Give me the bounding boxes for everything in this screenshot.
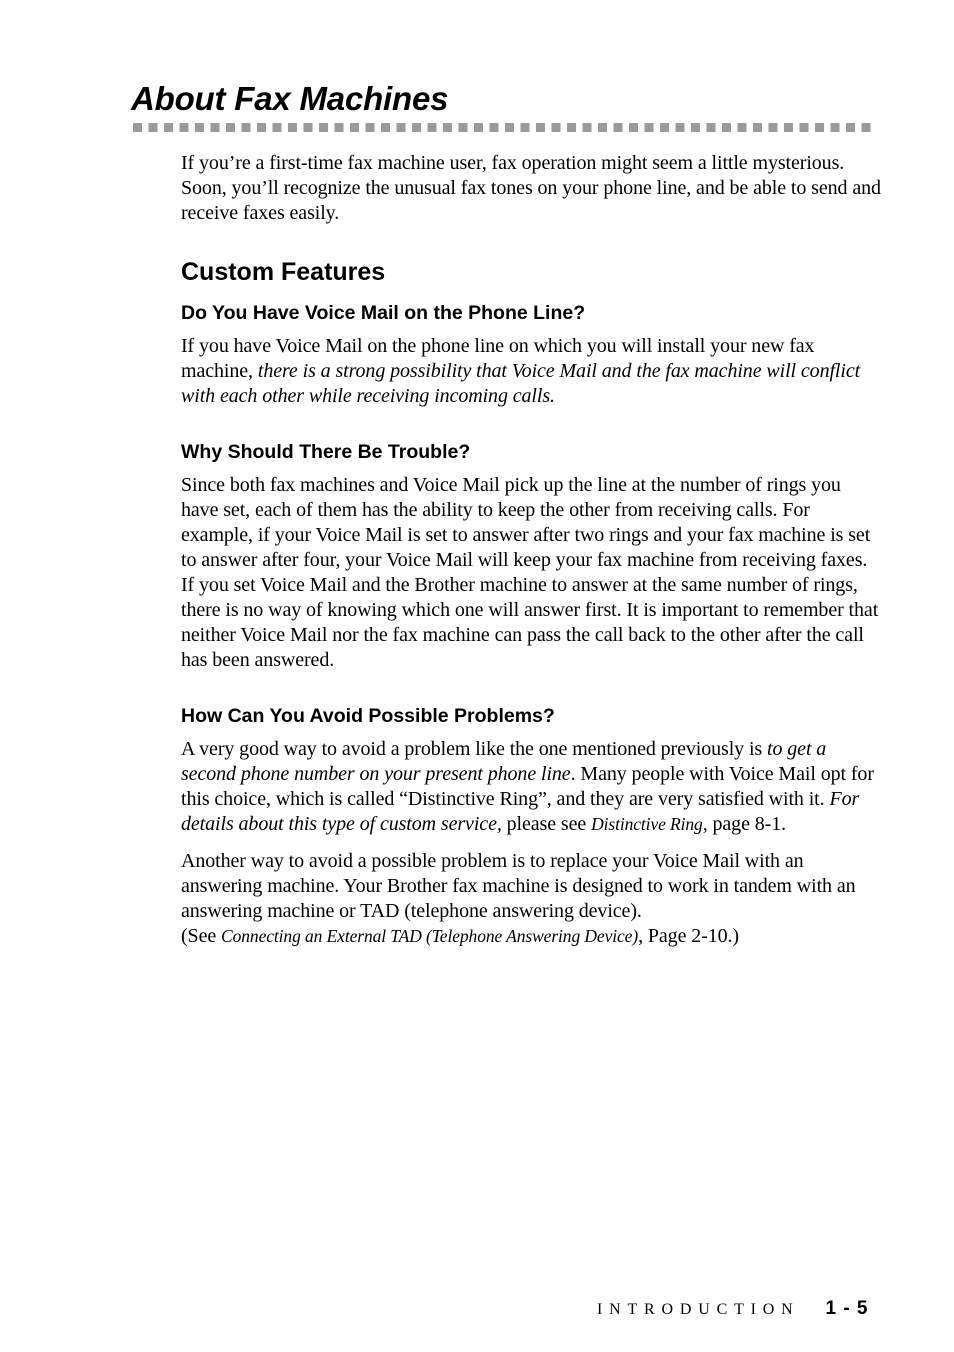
title-dotted-rule bbox=[133, 123, 873, 132]
distinctive-ring-reference: Distinctive Ring bbox=[591, 814, 703, 834]
custom-features-heading: Custom Features bbox=[181, 258, 386, 286]
avoid-text-p2a: Another way to avoid a possible problem is to replace your Voice Mail with an answering machine. Your Brother fax machine is designed to work in tandem with an answering machine or TAD (telephone answering device). bbox=[181, 850, 856, 922]
intro-paragraph: If you’re a first-time fax machine user, fax operation might seem a little mysterious. Soon, you’ll recognize the unusual fax tones on your phone line, and be able to send and receive faxes easily. bbox=[181, 152, 881, 224]
voice-mail-heading: Do You Have Voice Mail on the Phone Line? bbox=[181, 302, 586, 324]
page-content bbox=[181, 151, 881, 961]
external-tad-reference: Connecting an External TAD (Telephone Answering Device) bbox=[221, 926, 639, 946]
page-footer bbox=[597, 1298, 869, 1324]
footer-page-number: 1 - 5 bbox=[825, 1298, 869, 1319]
avoid-text-b: to get a second phone number on your present phone line bbox=[181, 738, 827, 785]
trouble-heading: Why Should There Be Trouble? bbox=[181, 441, 471, 463]
avoid-text-a: A very good way to avoid a problem like the one mentioned previously is bbox=[181, 738, 768, 760]
trouble-paragraph: Since both fax machines and Voice Mail pick up the line at the number of rings you have set, each of them has the ability to keep the other from receiving calls. For example, if your Voice Mail is set to answer after two rings and your fax machine is set to answer after four, your Voice Mail will keep your fax machine from receiving faxes. If you set Voice Mail and the Brother machine to answer at the same number of rings, there is no way of knowing which one will answer first. It is important to remember that neither Voice Mail nor the fax machine can pass the call back to the other after the call has been answered. bbox=[181, 474, 879, 671]
avoid-problems-heading: How Can You Avoid Possible Problems? bbox=[181, 705, 555, 727]
avoid-paragraph-1 bbox=[181, 737, 881, 837]
avoid-text-p2b: (See bbox=[181, 925, 222, 947]
avoid-text-e: please see bbox=[501, 813, 592, 835]
avoid-paragraph-2 bbox=[181, 849, 881, 949]
voice-mail-text: If you have Voice Mail on the phone line on which you will install your new fax machine, bbox=[181, 335, 815, 382]
voice-mail-warning: there is a strong possibility that Voice Mail and the fax machine will conflict with each other while receiving incoming calls. bbox=[181, 360, 861, 407]
footer-section-name: INTRODUCTION bbox=[597, 1301, 800, 1318]
avoid-text-d: For details about this type of custom service, bbox=[181, 788, 860, 835]
voice-mail-paragraph bbox=[181, 334, 881, 409]
avoid-text-g: , page 8-1. bbox=[702, 813, 787, 835]
avoid-text-p2d: , Page 2-10.) bbox=[638, 925, 739, 947]
page-title: About Fax Machines bbox=[131, 80, 449, 117]
avoid-text-c: . Many people with Voice Mail opt for this choice, which is called “Distinctive Ring”, and they are very satisfied with it. bbox=[181, 763, 874, 810]
